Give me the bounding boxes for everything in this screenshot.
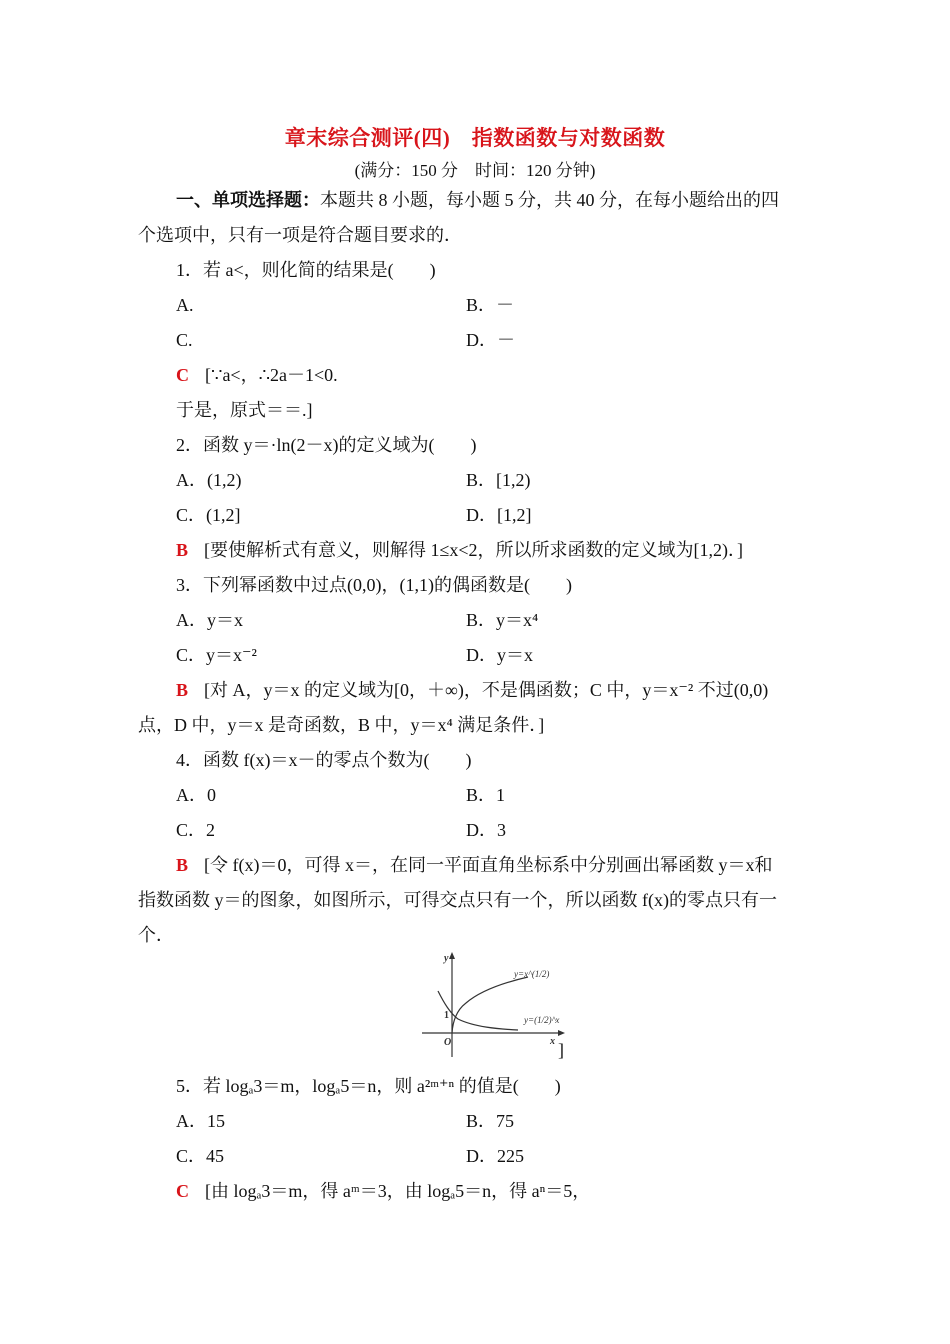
q5-answer: C (176, 1181, 189, 1201)
q1-answer: C (176, 365, 189, 385)
curve1-label: y=x^(1/2) (514, 969, 550, 979)
q4-option-c: C．2 (176, 820, 216, 840)
q5-explanation (176, 1180, 590, 1202)
q2-stem: 2．函数 y＝·ln(2－x)的定义域为( ) (176, 435, 477, 455)
q4-option-d: D．3 (466, 820, 506, 840)
q2-option-a: A．(1,2) (176, 470, 242, 490)
q2-option-c: C．(1,2] (176, 505, 241, 525)
q3-option-a: A．y＝x (176, 610, 243, 630)
q1-option-b: B．－ (466, 295, 515, 315)
q5-option-d: D．225 (466, 1146, 524, 1166)
curve2-label: y=(1/2)^x (524, 1015, 560, 1025)
q4-explanation-end: ] (558, 1040, 564, 1060)
origin-label: O (444, 1037, 452, 1048)
q4-exp1: [令 f(x)＝0，可得 x＝，在同一平面直角坐标系中分别画出幂函数 y＝x和 (204, 855, 773, 875)
q1-option-d: D．－ (466, 330, 515, 350)
q5-option-c: C．45 (176, 1146, 225, 1166)
q4-figure (418, 951, 568, 1059)
q4-answer: B (176, 855, 189, 875)
q3-option-d: D．y＝x (466, 645, 533, 665)
q1-option-c: C. (176, 330, 193, 350)
q2-exp: [要使解析式有意义，则解得 1≤x<2，所以所求函数的定义域为[1,2)．] (204, 540, 744, 560)
q3-explanation-2: 点，D 中，y＝x 是奇函数，B 中，y＝x⁴ 满足条件．] (138, 715, 545, 735)
x-axis-arrow (558, 1030, 565, 1036)
section-text-1: 本题共 8 小题，每小题 5 分，共 40 分，在每小题给出的四 (320, 190, 779, 210)
q1-explanation-1 (176, 364, 338, 386)
q4-option-b: B．1 (466, 785, 506, 805)
curve-power-function (452, 977, 528, 1033)
q2-option-d: D．[1,2] (466, 505, 532, 525)
y-axis-label: y (444, 953, 449, 964)
q2-option-b: B．[1,2) (466, 470, 531, 490)
page-subtitle: (满分：150 分 时间：120 分钟) (354, 161, 596, 180)
q4-stem: 4．函数 f(x)＝x－的零点个数为( ) (176, 750, 472, 770)
q4-explanation-1 (176, 854, 773, 876)
q1-stem: 1．若 a<，则化简的结果是( ) (176, 260, 436, 280)
q5-exp: [由 logₐ3＝m，得 aᵐ＝3，由 logₐ5＝n，得 aⁿ＝5， (205, 1181, 591, 1201)
q1-option-a: A. (176, 295, 194, 315)
q1-exp1: [∵a<，∴2a－1<0. (205, 365, 338, 385)
q2-explanation (176, 539, 743, 561)
q3-stem: 3．下列幂函数中过点(0,0)，(1,1)的偶函数是( ) (176, 575, 572, 595)
q2-answer: B (176, 540, 189, 560)
q4-option-a: A．0 (176, 785, 216, 805)
section-text-2: 个选项中，只有一项是符合题目要求的． (138, 225, 462, 245)
q3-answer: B (176, 680, 189, 700)
q4-explanation-2: 指数函数 y＝的图象，如图所示，可得交点只有一个，所以函数 f(x)的零点只有一 (138, 890, 777, 910)
q5-option-b: B．75 (466, 1111, 515, 1131)
q3-option-b: B．y＝x⁴ (466, 610, 539, 630)
page-title: 章末综合测评(四) 指数函数与对数函数 (284, 126, 666, 150)
q1-explanation-2: 于是，原式＝＝.] (176, 400, 313, 420)
q4-explanation-3: 个． (138, 925, 174, 945)
section-heading: 一、单项选择题： (176, 190, 320, 210)
q3-explanation-1 (176, 679, 768, 701)
q3-exp1: [对 A，y＝x 的定义域为[0，＋∞)，不是偶函数；C 中，y＝x⁻² 不过(0,0) (204, 680, 769, 700)
q3-option-c: C．y＝x⁻² (176, 645, 257, 665)
curve-exponential-function (438, 991, 518, 1030)
section-intro (176, 189, 779, 211)
y-axis-arrow (449, 952, 455, 959)
x-axis-label: x (550, 1036, 555, 1047)
q5-option-a: A．15 (176, 1111, 225, 1131)
tick-label-one: 1 (444, 1010, 449, 1021)
q5-stem: 5．若 logₐ3＝m，logₐ5＝n，则 a²ᵐ⁺ⁿ 的值是( ) (176, 1076, 561, 1096)
